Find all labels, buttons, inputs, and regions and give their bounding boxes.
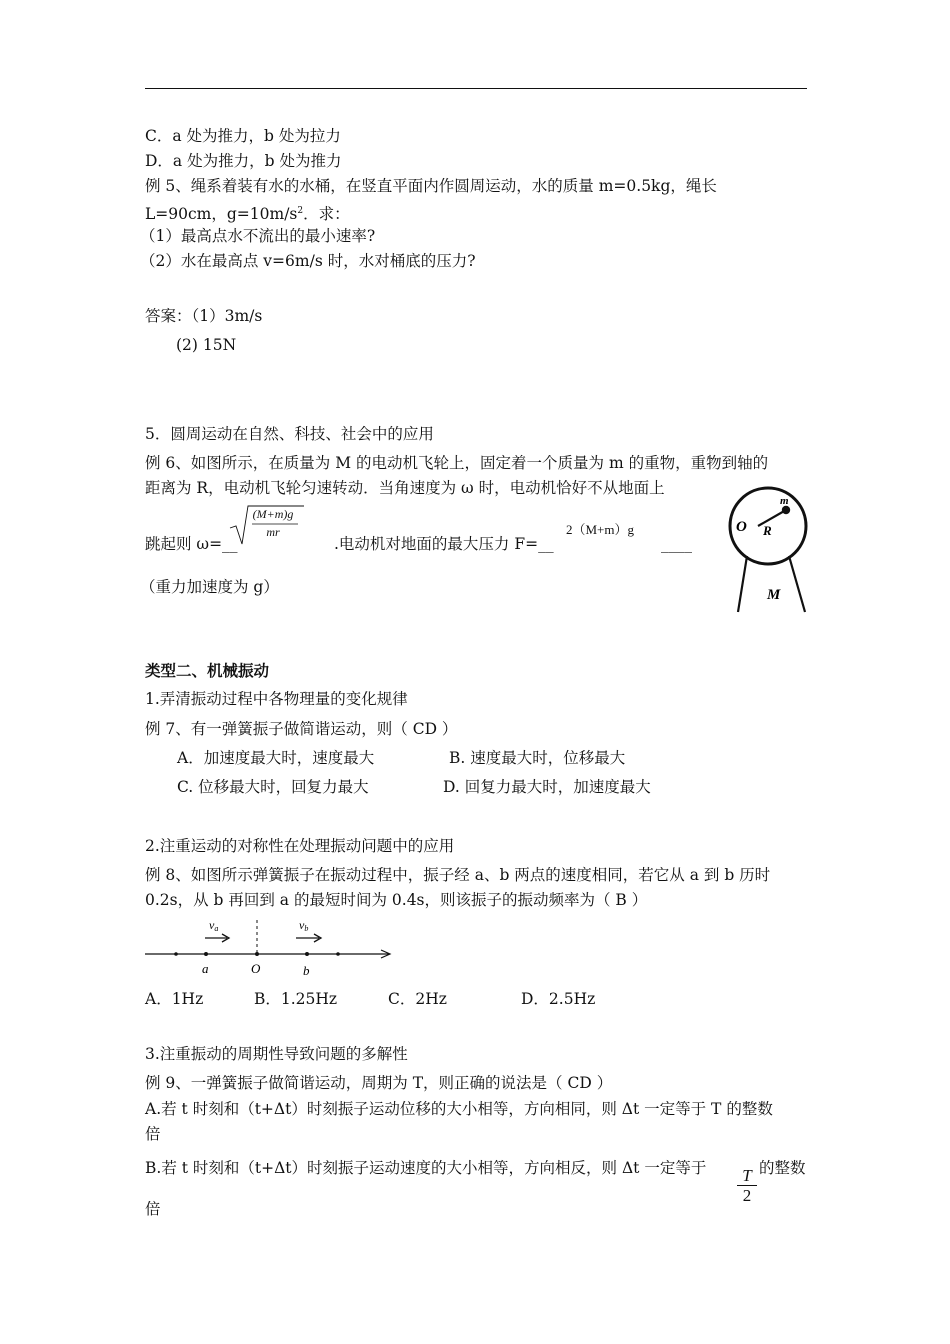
example-6-force-blank: .电动机对地面的最大压力 F=__ — [334, 535, 554, 553]
t-over-2-fraction: T 2 — [737, 1167, 757, 1204]
type-2-heading: 类型二、机械振动 — [145, 661, 270, 680]
example-8-option-c: C．2Hz — [388, 990, 447, 1008]
fig-label-m: m — [780, 495, 789, 507]
option-c: C．a 处为推力，b 处为拉力 — [145, 127, 341, 145]
motor-flywheel-figure — [725, 482, 815, 614]
example-9-option-b-tail: 的整数 — [759, 1159, 806, 1177]
example-6-line1: 例 6、如图所示，在质量为 M 的电动机飞轮上，固定着一个质量为 m 的重物，重物到轴的 — [145, 454, 769, 472]
example-5-line1: 例 5、绳系着装有水的水桶，在竖直平面内作圆周运动，水的质量 m=0.5kg，绳长 — [145, 177, 717, 195]
example-7-option-b: B. 速度最大时，位移最大 — [449, 749, 626, 767]
spring-oscillator-figure — [143, 912, 395, 980]
fig-label-o: O — [736, 519, 747, 535]
example-7-option-d: D. 回复力最大时，加速度最大 — [443, 778, 651, 796]
example-8-option-d: D．2.5Hz — [521, 990, 596, 1008]
example-9-option-a-line1: A.若 t 时刻和（t+Δt）时刻振子运动位移的大小相等，方向相同，则 Δt 一定等于 T 的整数 — [145, 1100, 773, 1118]
example-6-gravity-note: （重力加速度为 g） — [140, 578, 279, 596]
force-answer: 2（M+m）g — [566, 522, 635, 537]
omega-denominator: mr — [266, 525, 280, 539]
example-6-omega-blank: 跳起则 ω=__ — [145, 535, 238, 553]
fig-label-o: O — [251, 961, 261, 976]
example-8-option-b: B．1.25Hz — [254, 990, 338, 1008]
force-answer-underline: ____ — [661, 535, 692, 553]
example-9: 例 9、一弹簧振子做简谐运动，周期为 T，则正确的说法是（ CD ） — [145, 1074, 613, 1092]
example-7: 例 7、有一弹簧振子做简谐运动，则（ CD ） — [145, 720, 458, 738]
fig-label-big-m: M — [767, 587, 781, 603]
section-5-title: 5．圆周运动在自然、科技、社会中的应用 — [145, 425, 434, 443]
example-7-option-c: C. 位移最大时，回复力最大 — [177, 778, 369, 796]
header-rule — [145, 88, 807, 89]
example-8-line1: 例 8、如图所示弹簧振子在振动过程中，振子经 a、b 两点的速度相同，若它从 a 到 b 历时 — [145, 866, 771, 884]
answer-1: 答案：（1）3m/s — [145, 307, 263, 325]
example-8-line2: 0.2s，从 b 再回到 a 的最短时间为 0.4s，则该振子的振动频率为（ B ） — [145, 891, 648, 909]
question-2: （2）水在最高点 v=6m/s 时，水对桶底的压力? — [140, 252, 476, 270]
option-d: D．a 处为推力，b 处为推力 — [145, 152, 342, 170]
omega-numerator: (M+m)g — [252, 507, 294, 521]
example-8-option-a: A．1Hz — [145, 990, 204, 1008]
example-9-option-b-line2: 倍 — [145, 1200, 161, 1218]
fig-label-va: va — [209, 918, 219, 933]
example-5-line2: L=90cm，$g=10m/s^2$．求： — [145, 205, 350, 224]
question-1: （1）最高点水不流出的最小速率? — [140, 227, 376, 245]
subsection-3: 3.注重振动的周期性导致问题的多解性 — [145, 1045, 408, 1063]
example-9-option-b-line1: B.若 t 时刻和（t+Δt）时刻振子运动速度的大小相等，方向相反，则 Δt 一定等于 — [145, 1159, 707, 1177]
fig-label-r: R — [763, 523, 772, 538]
answer-2: (2) 15N — [176, 336, 237, 354]
example-6-line2: 距离为 R，电动机飞轮匀速转动．当角速度为 ω 时，电动机恰好不从地面上 — [145, 479, 665, 497]
subsection-1: 1.弄清振动过程中各物理量的变化规律 — [145, 690, 408, 708]
fig-label-a: a — [202, 961, 209, 976]
example-9-option-a-line2: 倍 — [145, 1125, 161, 1143]
example-7-option-a: A．加速度最大时，速度最大 — [177, 749, 375, 767]
fig-label-vb: vb — [299, 918, 309, 933]
fig-label-b: b — [303, 963, 310, 978]
subsection-2: 2.注重运动的对称性在处理振动问题中的应用 — [145, 837, 455, 855]
